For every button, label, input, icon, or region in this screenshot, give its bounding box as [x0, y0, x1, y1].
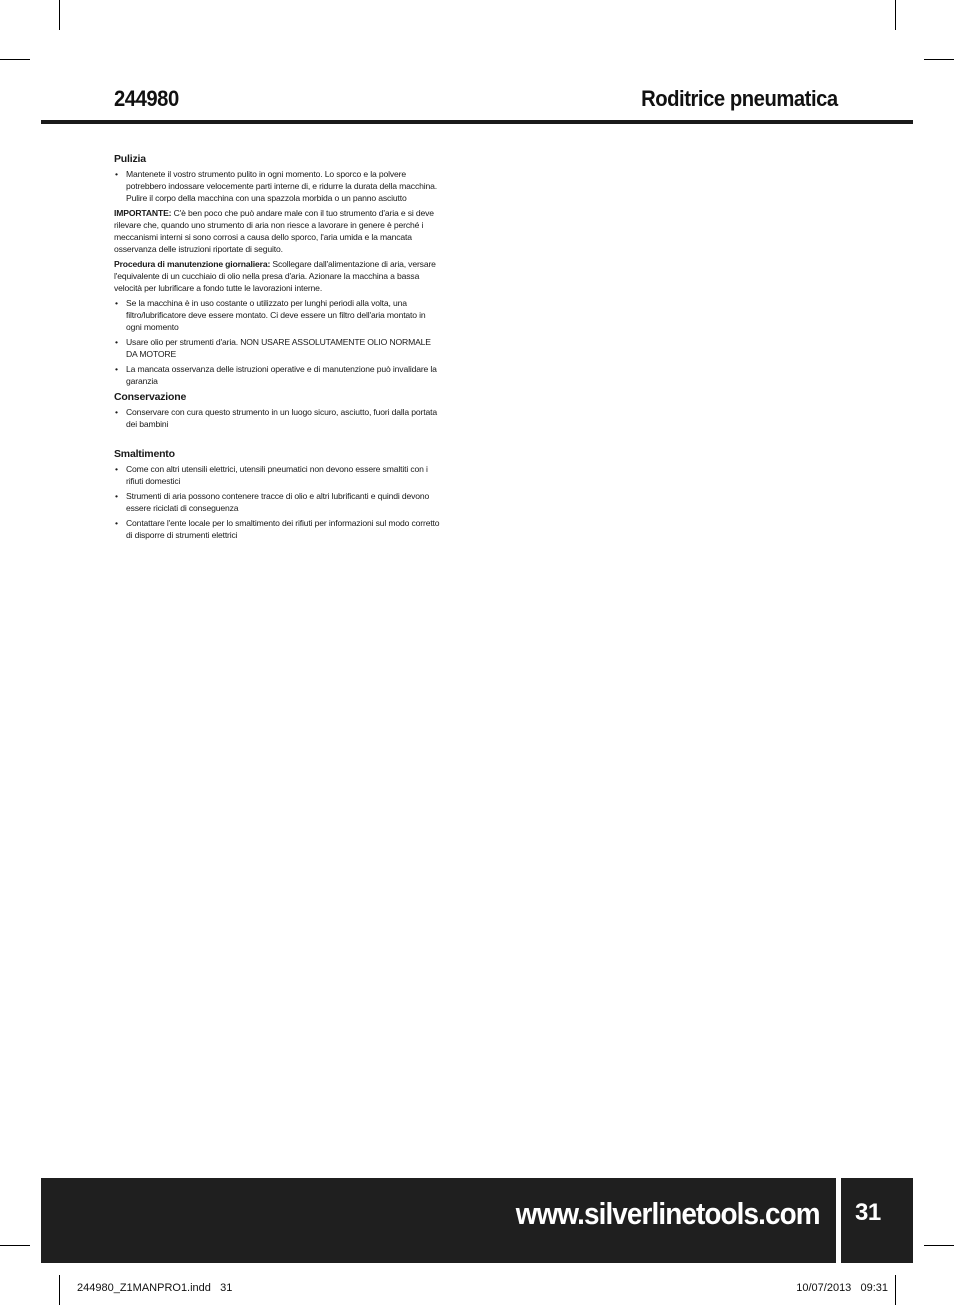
crop-mark	[0, 1245, 30, 1246]
list-item	[114, 490, 440, 514]
website-url: www.silverlinetools.com	[516, 1196, 820, 1231]
list-item-text: La mancata osservanza delle istruzioni operative e di manutenzione può invalidare la garanzia	[126, 364, 437, 386]
procedure-label: Procedura di manutenzione giornaliera:	[114, 259, 271, 269]
main-content	[114, 152, 440, 544]
important-paragraph	[114, 207, 440, 255]
slug-datetime: 10/07/2013 09:31	[796, 1282, 888, 1294]
crop-mark	[895, 1275, 896, 1305]
important-text: C'è ben poco che può andare male con il tuo strumento d'aria e si deve rilevare che, quando uno strumento di aria non riesce a lavorare in genere è perché i meccanismi interni si sono corrosi a causa dello sporco, l'aria umida e la mancata osservanza delle istruzioni riportate di seguito.	[114, 208, 434, 254]
bullet-icon: •	[115, 491, 118, 501]
list-item	[114, 517, 440, 541]
section-heading-smaltimento: Smaltimento	[114, 448, 175, 460]
bullet-list	[114, 168, 440, 204]
list-item-text: Conservare con cura questo strumento in un luogo sicuro, asciutto, fuori dalla portata dei bambini	[126, 407, 437, 429]
crop-mark	[59, 1275, 60, 1305]
procedure-text: Scollegare dall'alimentazione di aria, versare l'equivalente di un cucchiaio di olio nella presa d'aria. Azionare la macchina a bassa velocità per lubrificare a fondo tutte le lavorazioni interne.	[114, 259, 436, 293]
list-item	[114, 363, 440, 387]
bullet-list	[114, 463, 440, 541]
page-number: 31	[855, 1199, 881, 1226]
list-item	[114, 463, 440, 487]
product-number: 244980	[114, 86, 179, 111]
list-item	[114, 336, 440, 360]
bullet-icon: •	[115, 337, 118, 347]
list-item-text: Mantenete il vostro strumento pulito in ogni momento. Lo sporco e la polvere potrebbero indossare velocemente parti interne di, e ridurre la durata della macchina. Pulire il corpo della macchina con una spazzola morbida o un panno asciutto	[126, 169, 437, 203]
bullet-icon: •	[115, 518, 118, 528]
bullet-icon: •	[115, 407, 118, 417]
section-heading-pulizia: Pulizia	[114, 153, 146, 165]
page-title: Roditrice pneumatica	[641, 86, 838, 111]
bullet-icon: •	[115, 364, 118, 374]
slug-file-info: 244980_Z1MANPRO1.indd 31	[77, 1282, 233, 1294]
list-item-text: Se la macchina è in uso costante o utilizzato per lunghi periodi alla volta, una filtro/lubrificatore deve essere montato. Ci deve essere un filtro dell'aria montato in ogni momento	[126, 298, 426, 332]
crop-mark	[924, 1245, 954, 1246]
bullet-list	[114, 406, 440, 430]
list-item-text: Come con altri utensili elettrici, utensili pneumatici non devono essere smaltiti con i rifiuti domestici	[126, 464, 428, 486]
procedure-paragraph	[114, 258, 440, 294]
list-item	[114, 168, 440, 204]
list-item	[114, 406, 440, 430]
bullet-icon: •	[115, 298, 118, 308]
bullet-list	[114, 297, 440, 387]
important-label: IMPORTANTE:	[114, 208, 172, 218]
crop-mark	[59, 0, 60, 30]
crop-mark	[0, 59, 30, 60]
crop-mark	[895, 0, 896, 30]
header-rule	[41, 120, 913, 124]
list-item	[114, 297, 440, 333]
bullet-icon: •	[115, 464, 118, 474]
bullet-icon: •	[115, 169, 118, 179]
section-heading-conservazione: Conservazione	[114, 391, 187, 403]
list-item-text: Usare olio per strumenti d'aria. NON USARE ASSOLUTAMENTE OLIO NORMALE DA MOTORE	[126, 337, 431, 359]
list-item-text: Contattare l'ente locale per lo smaltimento dei rifiuti per informazioni sul modo corretto di disporre di strumenti elettrici	[126, 518, 440, 540]
spacer	[114, 433, 440, 447]
list-item-text: Strumenti di aria possono contenere tracce di olio e altri lubrificanti e quindi devono essere riciclati di conseguenza	[126, 491, 430, 513]
crop-mark	[924, 59, 954, 60]
